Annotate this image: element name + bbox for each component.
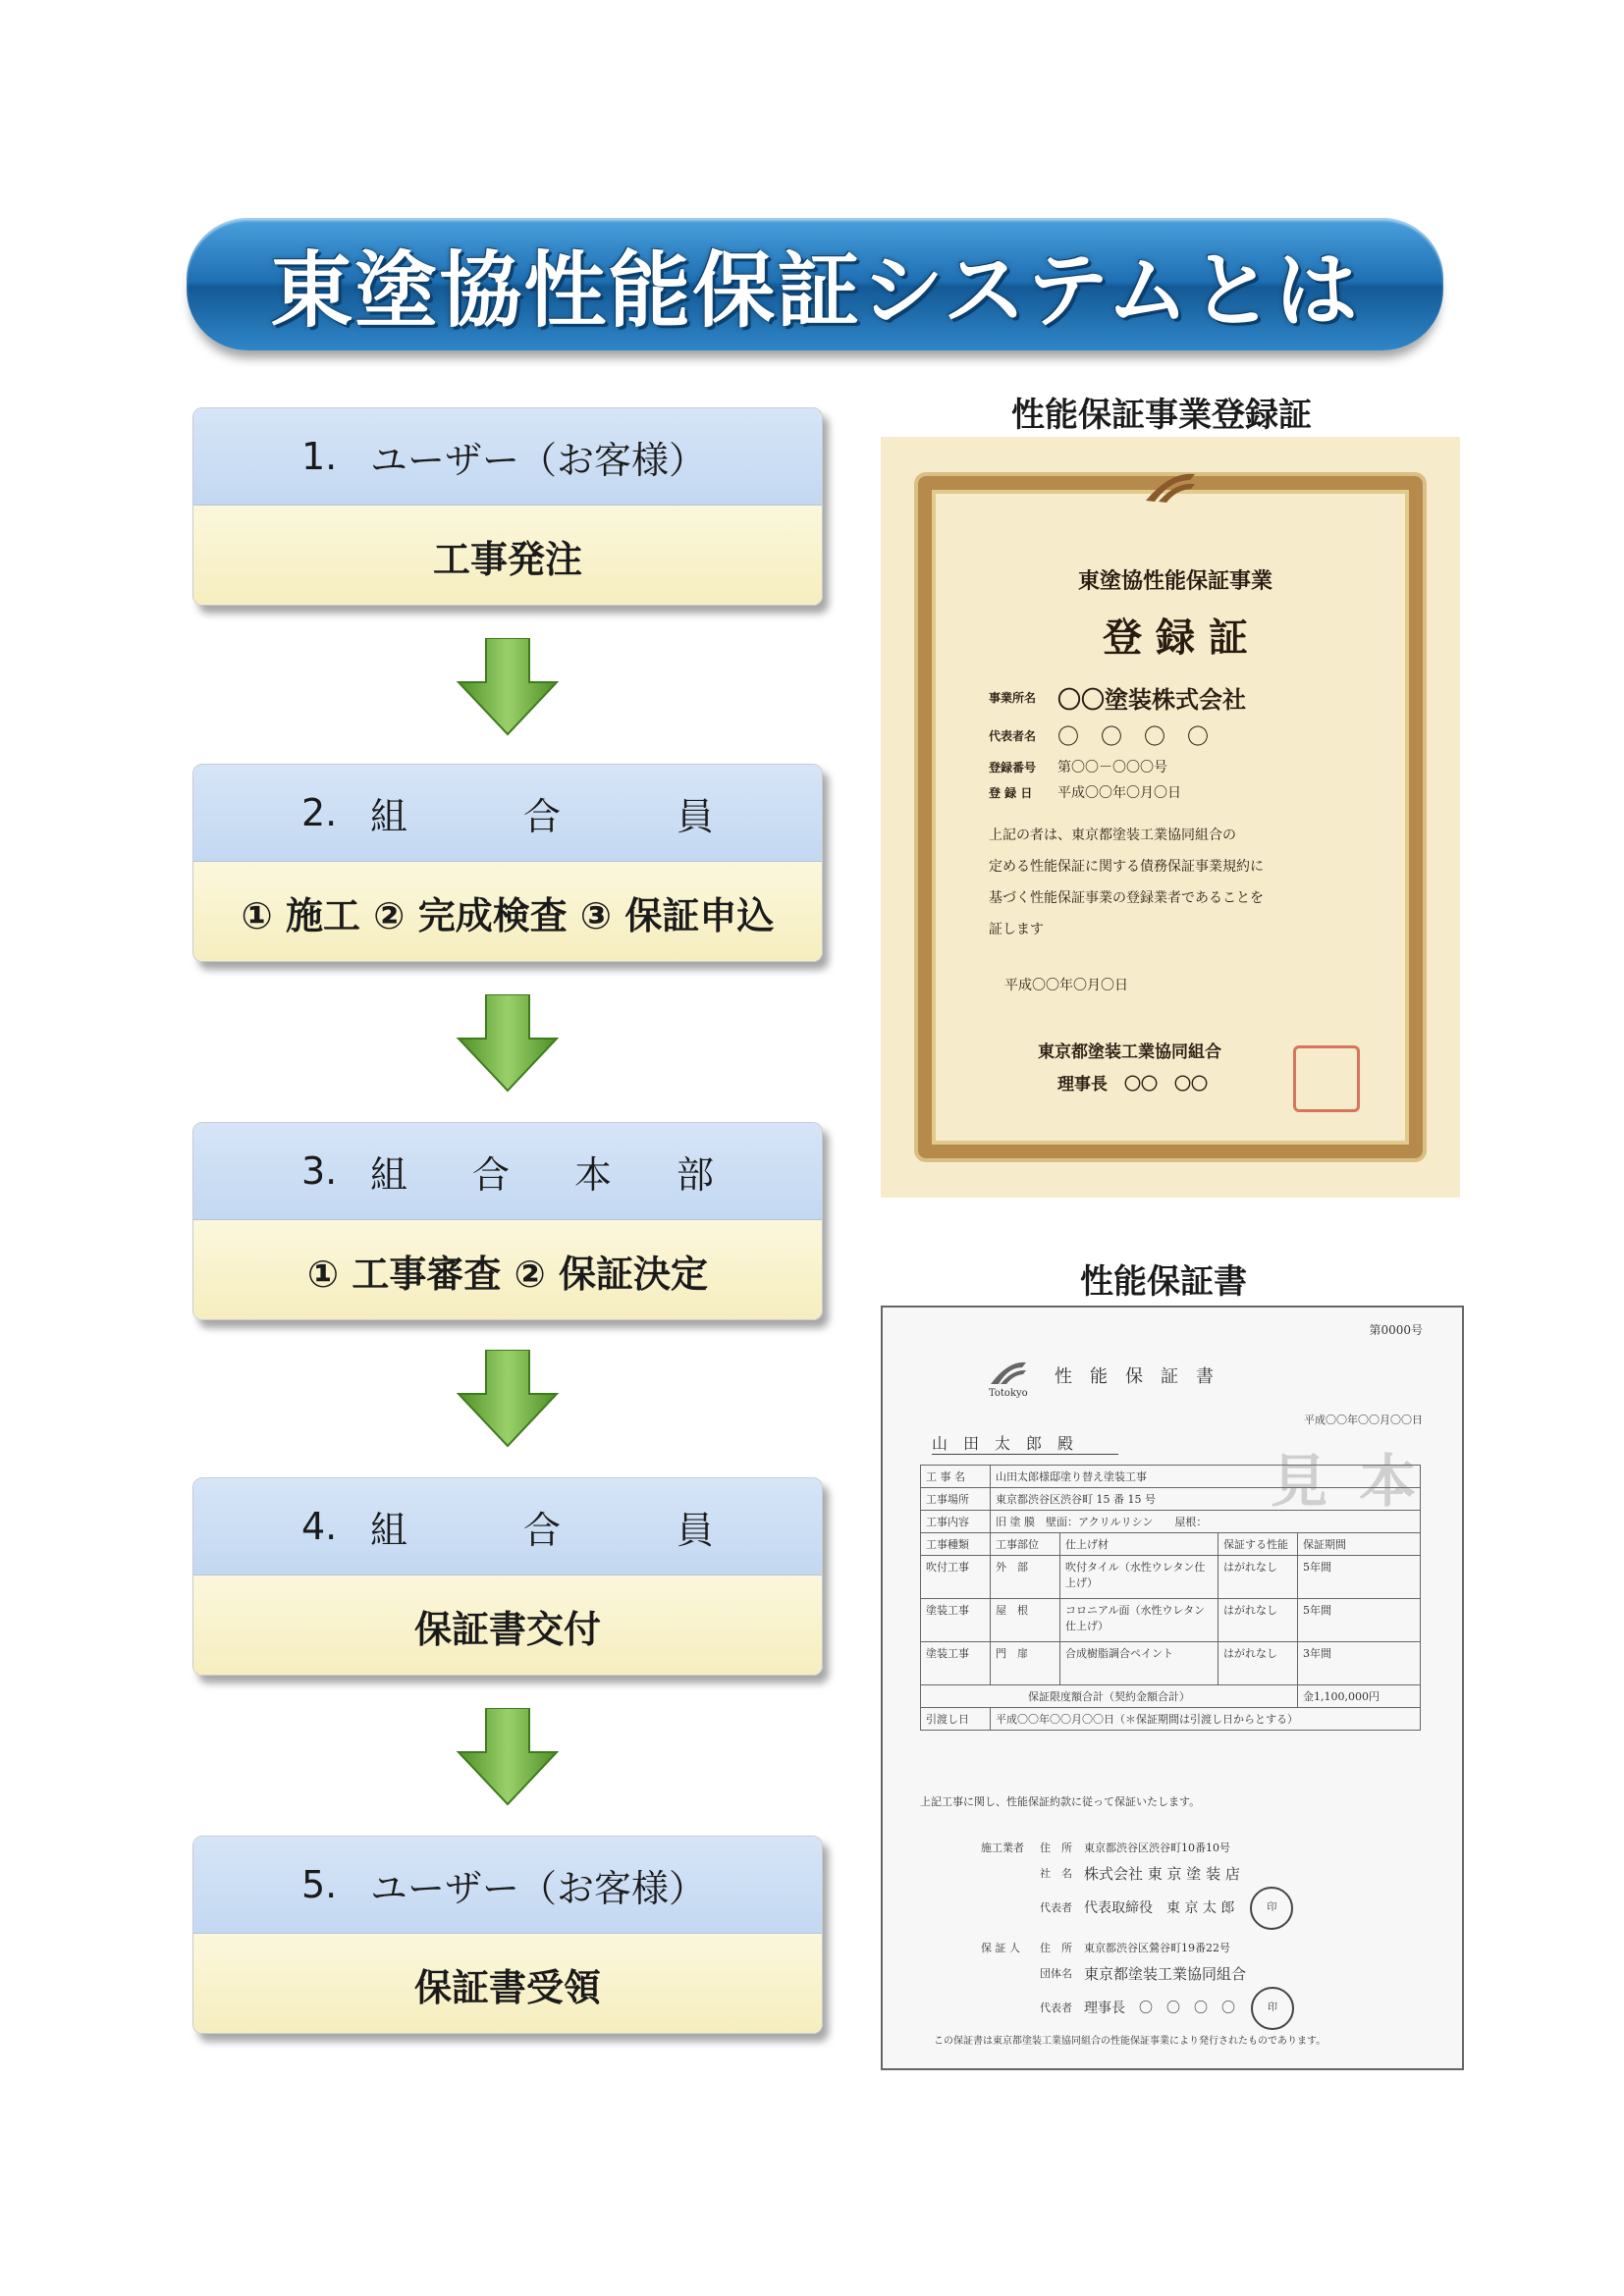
step-3-title-char: 組 [370, 1152, 408, 1197]
guarantor-block [981, 1936, 1403, 2030]
cert-body-line: 基づく性能保証事業の登録業者であることを [989, 890, 1264, 906]
cert-chair: 理事長 〇〇 〇〇 [1057, 1075, 1208, 1095]
totokyo-logo-icon [989, 1357, 1028, 1386]
guarantor-address-label: 住 所 [1040, 1942, 1072, 1954]
cert-row-value: 平成〇〇年〇月〇日 [1057, 785, 1181, 801]
warranty-title: 性 能 保 証 書 [1055, 1366, 1214, 1387]
warranty-date: 平成〇〇年〇〇月〇〇日 [1304, 1414, 1423, 1426]
step-1-title: ユーザー（お客様） [370, 438, 707, 482]
total-value: 金1,100,000円 [1298, 1685, 1421, 1708]
down-arrow-icon [449, 1350, 567, 1448]
table-cell: 工事場所 [921, 1488, 991, 1511]
cert-header: 東塗協性能保証事業 [1077, 568, 1272, 594]
contractor-role: 施工業者 [981, 1842, 1024, 1854]
cert-row-label: 事業所名 [989, 691, 1037, 705]
total-label: 保証限度額合計（契約金額合計） [921, 1685, 1298, 1708]
table-cell: 旧 塗 膜 壁面：アクリルリシン 屋根： [991, 1511, 1421, 1533]
table-cell: 塗装工事 [921, 1642, 991, 1685]
cert-row [989, 757, 1362, 776]
step-2-title-char: 員 [676, 794, 714, 838]
step-5-body: 保証書受領 [193, 1934, 822, 2034]
contractor-address: 東京都渋谷区渋谷町10番10号 [1084, 1842, 1230, 1854]
step-4-number: 4. [301, 1505, 338, 1548]
table-row [921, 1488, 1421, 1511]
down-arrow-icon [449, 1708, 567, 1806]
warranty-number: 第0000号 [1369, 1323, 1423, 1337]
table-cell: 5年間 [1298, 1556, 1421, 1599]
step-4-body: 保証書交付 [193, 1575, 822, 1676]
title-banner [187, 218, 1443, 350]
warranty-recipient: 山 田 太 郎 殿 [932, 1431, 1118, 1455]
step-2-title [370, 786, 822, 840]
cert-row [989, 782, 1362, 802]
step-5-card [192, 1836, 823, 2034]
step-4-card [192, 1477, 823, 1676]
step-4-header [193, 1478, 822, 1575]
cert-row-value: 〇〇塗装株式会社 [1057, 685, 1246, 714]
table-cell: はがれなし [1218, 1642, 1298, 1685]
cert-row [989, 721, 1362, 751]
step-1-header [193, 408, 822, 506]
table-cell: 吹付タイル（水性ウレタン仕上げ） [1060, 1556, 1218, 1599]
step-1-number: 1. [301, 435, 338, 478]
table-header: 仕上げ材 [1060, 1533, 1218, 1556]
step-3-title-char: 本 [573, 1152, 612, 1197]
table-cell: 門 扉 [991, 1642, 1060, 1685]
step-3-title-char: 合 [471, 1152, 510, 1197]
step-5-title: ユーザー（お客様） [370, 1866, 707, 1910]
table-header: 工事種類 [921, 1533, 991, 1556]
table-cell: 合成樹脂調合ペイント [1060, 1642, 1218, 1685]
registration-cert-caption: 性能保証事業登録証 [1011, 396, 1312, 435]
down-arrow-icon [449, 638, 567, 736]
down-arrow-icon [449, 994, 567, 1093]
table-cell: 工 事 名 [921, 1466, 991, 1488]
cert-row-value: 第〇〇－〇〇〇号 [1057, 760, 1167, 775]
totokyo-logo-icon [1141, 466, 1200, 506]
step-2-card [192, 764, 823, 962]
table-row [921, 1708, 1421, 1731]
step-4-title-char: 合 [522, 1508, 561, 1552]
table-cell: 東京都渋谷区渋谷町 15 番 15 号 [991, 1488, 1421, 1511]
step-5-number: 5. [301, 1863, 338, 1906]
red-seal-stamp [1293, 1045, 1360, 1112]
step-3-card [192, 1122, 823, 1320]
warranty-table [920, 1465, 1421, 1731]
step-2-header [193, 765, 822, 862]
step-2-title-char: 合 [522, 794, 561, 838]
logo-text: Totokyo [989, 1388, 1028, 1399]
step-3-header [193, 1123, 822, 1220]
step-2-body: ① 施工 ② 完成検査 ③ 保証申込 [193, 862, 822, 962]
contractor-company: 株式会社 東 京 塗 装 店 [1084, 1865, 1240, 1883]
cert-body-line: 証します [989, 922, 1044, 937]
table-row [921, 1466, 1421, 1488]
cert-body-line: 上記の者は、東京都塗装工業協同組合の [989, 828, 1236, 843]
table-header: 工事部位 [991, 1533, 1060, 1556]
table-cell: 3年間 [1298, 1642, 1421, 1685]
cert-row-label: 登 録 日 [989, 785, 1033, 800]
step-3-number: 3. [301, 1149, 338, 1193]
table-cell: 5年間 [1298, 1599, 1421, 1642]
table-cell: はがれなし [1218, 1599, 1298, 1642]
table-row [921, 1511, 1421, 1533]
cert-row-label: 代表者名 [989, 729, 1037, 743]
contractor-rep: 代表取締役 東 京 太 郎 [1084, 1900, 1235, 1916]
table-row [921, 1642, 1421, 1685]
cert-row [989, 680, 1362, 715]
registration-cert-image [881, 437, 1460, 1198]
cert-row-label: 登録番号 [989, 760, 1037, 774]
contractor-company-label: 社 名 [1040, 1867, 1072, 1880]
step-1-card [192, 407, 823, 606]
cert-row-value: 〇 〇 〇 〇 [1057, 725, 1210, 750]
guarantor-address: 東京都渋谷区鶯谷町19番22号 [1084, 1942, 1230, 1954]
step-4-title [370, 1500, 822, 1554]
table-cell: 工事内容 [921, 1511, 991, 1533]
step-3-title-char: 部 [676, 1152, 714, 1197]
step-5-header [193, 1837, 822, 1934]
step-2-number: 2. [301, 791, 338, 834]
table-cell: 吹付工事 [921, 1556, 991, 1599]
guarantor-rep: 理事長 〇 〇 〇 〇 [1084, 2001, 1235, 2016]
handover-value: 平成〇〇年〇〇月〇〇日（＊保証期間は引渡し日からとする） [991, 1708, 1421, 1731]
step-2-title-char: 組 [370, 794, 408, 838]
warranty-footer: この保証書は東京都塗装工業協同組合の性能保証事業により発行されたものであります。 [934, 2036, 1326, 2047]
guarantor-org-label: 団体名 [1040, 1967, 1072, 1980]
contractor-block [981, 1836, 1403, 1930]
contractor-rep-label: 代表者 [1040, 1901, 1072, 1914]
table-row [921, 1685, 1421, 1708]
warranty-note: 上記工事に関し、性能保証約款に従って保証いたします。 [920, 1795, 1201, 1808]
seal-circle: 印 [1250, 1887, 1293, 1930]
table-row [921, 1556, 1421, 1599]
seal-circle: 印 [1251, 1987, 1294, 2030]
sample-watermark: 見 本 [1271, 1448, 1423, 1515]
table-row [921, 1599, 1421, 1642]
step-4-title-char: 組 [370, 1508, 408, 1552]
page-title: 東塗協性能保証システムとは [270, 242, 1360, 339]
cert-org: 東京都塗装工業協同組合 [1038, 1042, 1221, 1062]
warranty-document-image [881, 1306, 1464, 2070]
cert-body-line: 定める性能保証に関する債務保証事業規約に [989, 859, 1264, 875]
cert-date: 平成〇〇年〇月〇日 [1004, 978, 1128, 993]
table-cell: 山田太郎様邸塗り替え塗装工事 [991, 1466, 1421, 1488]
table-cell: 屋 根 [991, 1599, 1060, 1642]
table-header: 保証期間 [1298, 1533, 1421, 1556]
guarantor-org: 東京都塗装工業協同組合 [1084, 1965, 1247, 1983]
table-cell: コロニアル面（水性ウレタン仕上げ） [1060, 1599, 1218, 1642]
step-4-title-char: 員 [676, 1508, 714, 1552]
table-header: 保証する性能 [1218, 1533, 1298, 1556]
handover-label: 引渡し日 [921, 1708, 991, 1731]
contractor-address-label: 住 所 [1040, 1842, 1072, 1854]
cert-title: 登 録 証 [1103, 614, 1248, 661]
step-3-body: ① 工事審査 ② 保証決定 [193, 1220, 822, 1320]
guarantor-role: 保 証 人 [981, 1942, 1020, 1954]
step-1-body: 工事発注 [193, 506, 822, 606]
table-cell: 外 部 [991, 1556, 1060, 1599]
table-header-row [921, 1533, 1421, 1556]
table-cell: 塗装工事 [921, 1599, 991, 1642]
table-cell: はがれなし [1218, 1556, 1298, 1599]
step-3-title [370, 1145, 822, 1199]
warranty-caption: 性能保証書 [1080, 1262, 1247, 1302]
guarantor-rep-label: 代表者 [1040, 2002, 1072, 2014]
cert-body [989, 820, 1362, 945]
